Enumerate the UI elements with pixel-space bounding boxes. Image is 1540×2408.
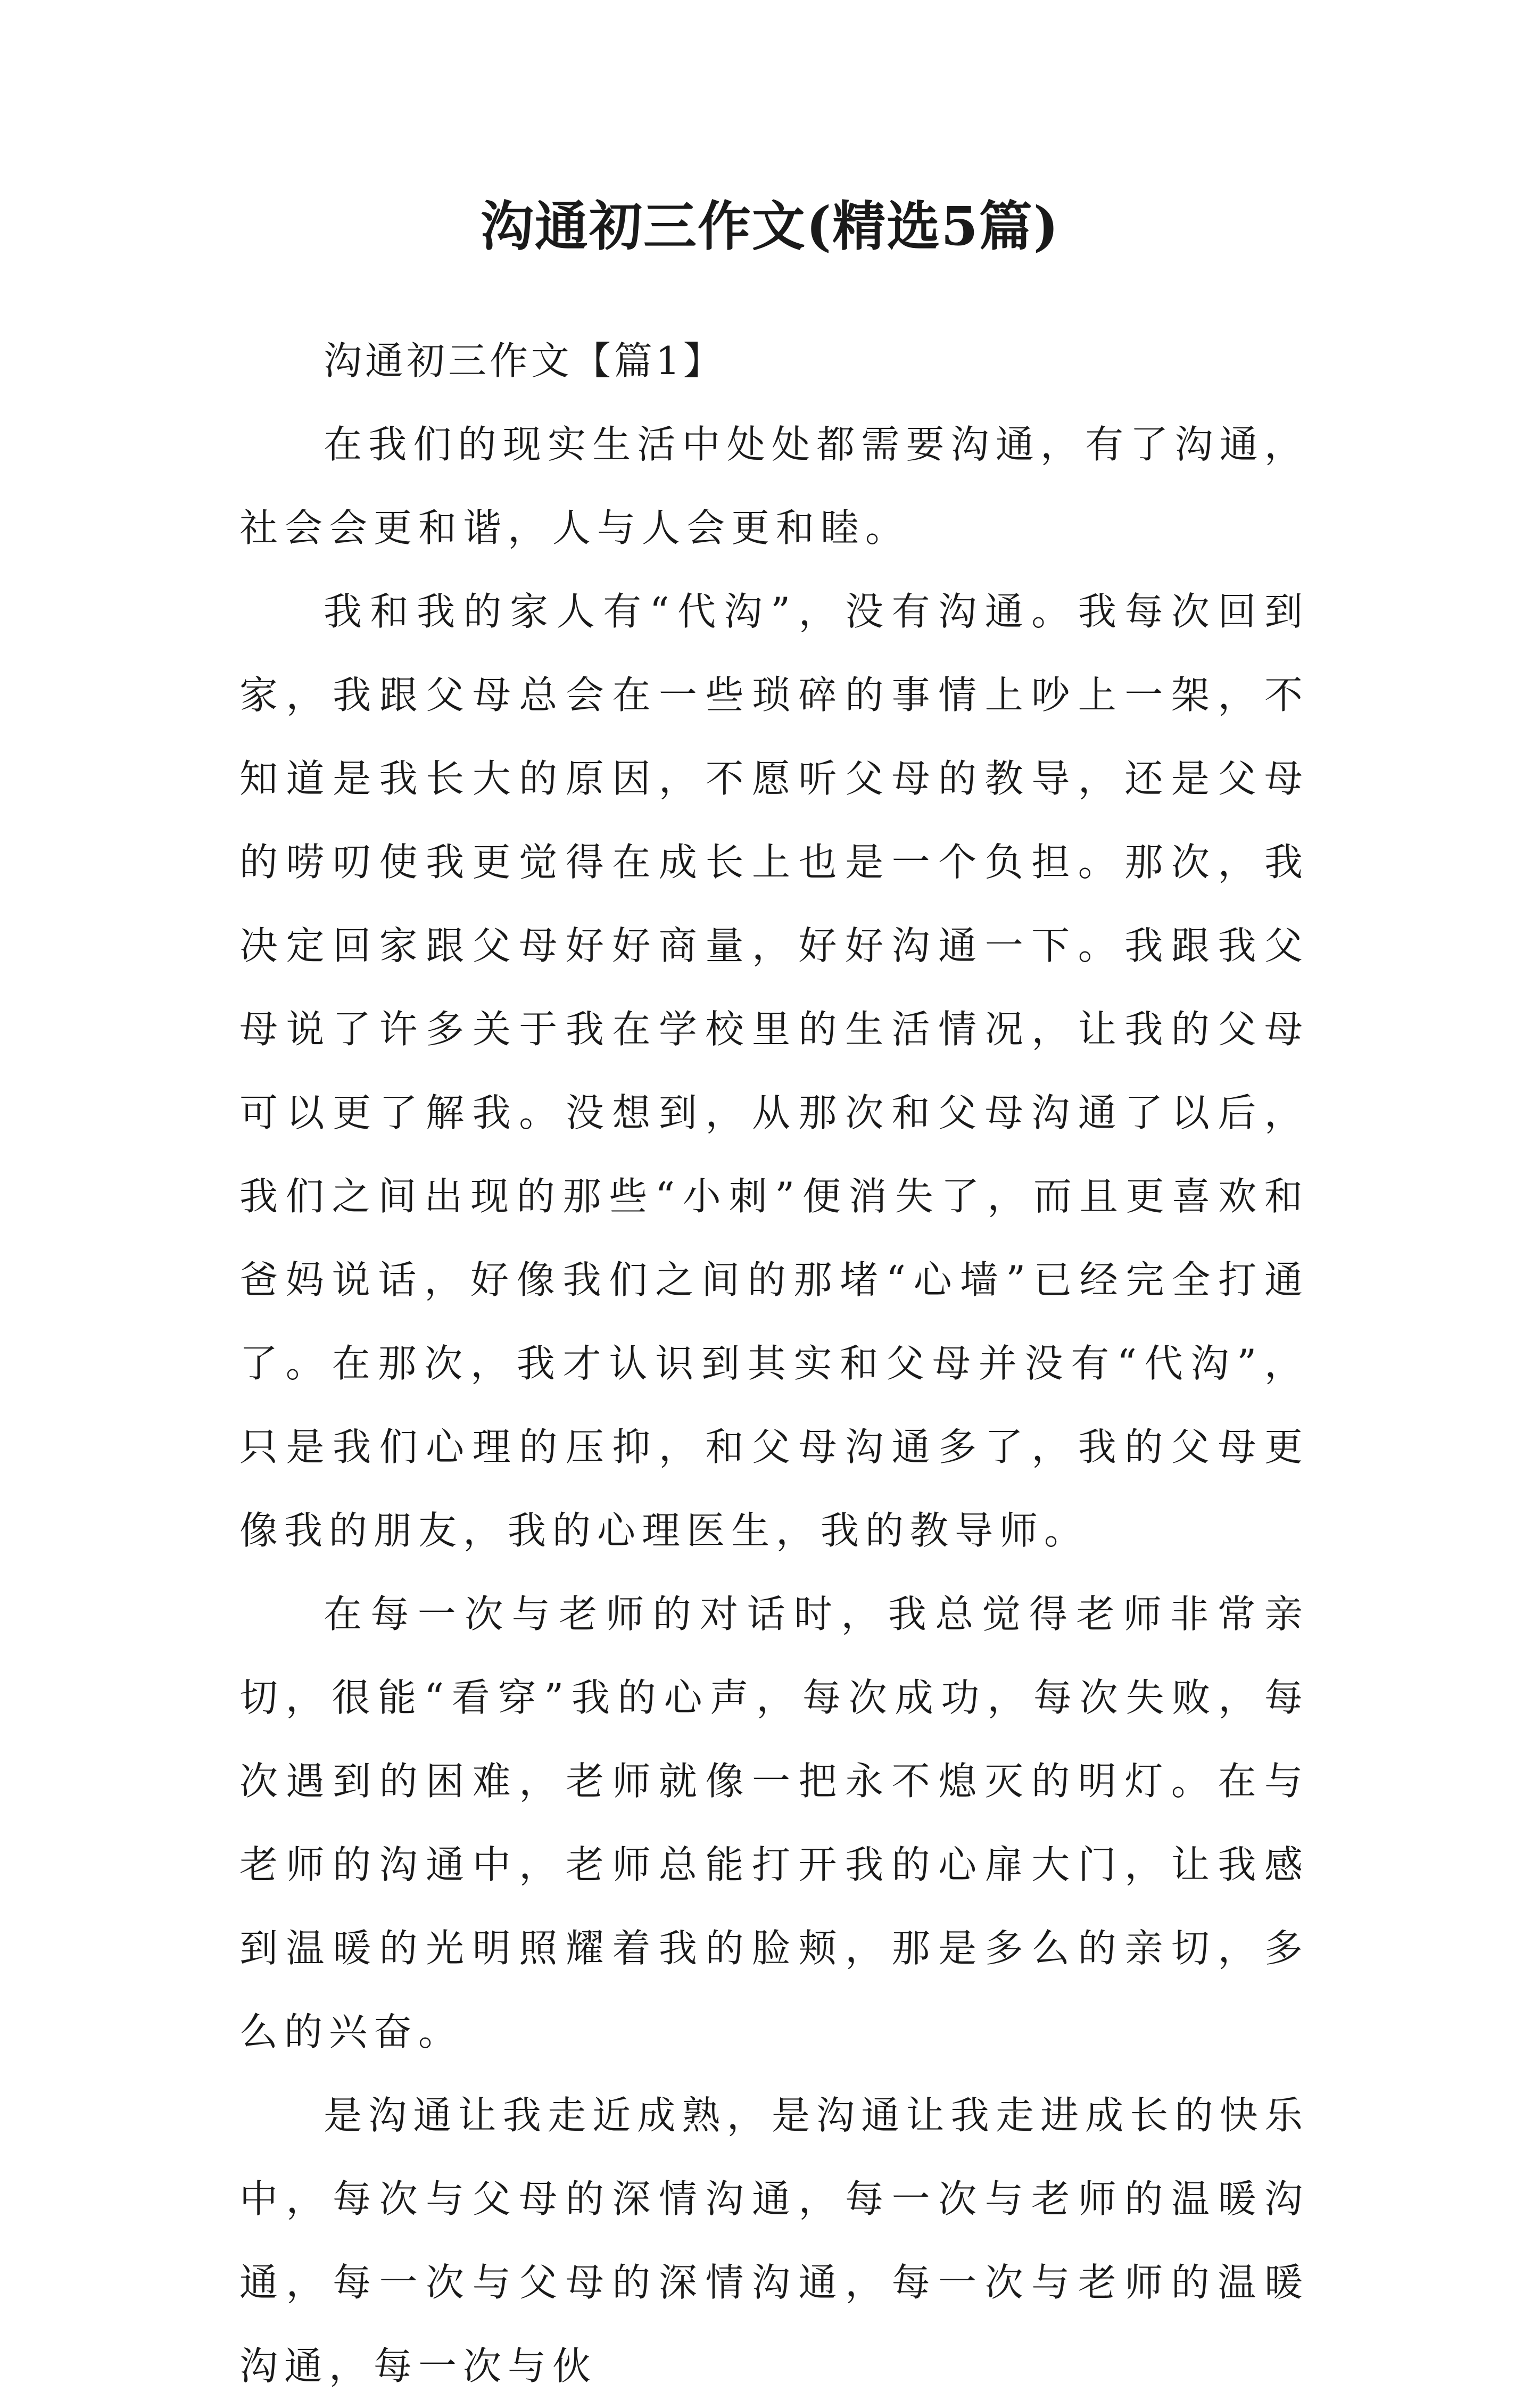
paragraph: 我和我的家人有“代沟”，没有沟通。我每次回到家，我跟父母总会在一些琐碎的事情上吵上一架，不知道是我长大的原因，不愿听父母的教导，还是父母的唠叨使我更觉得在成长上也是一个负担。那次，我决定回家跟父母好好商量，好好沟通一下。我跟我父母说了许多关于我在学校里的生活情况，让我的父母可以更了解我。没想到，从那次和父母沟通了以后，我们之间出现的那些“小刺”便消失了，而且更喜欢和爸妈说话，好像我们之间的那堵“心墙”已经完全打通了。在那次，我才认识到其实和父母并没有“代沟”，只是我们心理的压抑，和父母沟通多了，我的父母更像我的朋友，我的心理医生，我的教导师。: [239, 589, 1309, 1553]
document-body: [239, 319, 1309, 2408]
section-heading: 沟通初三作文【篇1】: [324, 338, 725, 383]
paragraph: 在每一次与老师的对话时，我总觉得老师非常亲切，很能“看穿”我的心声，每次成功，每次失败，每次遇到的困难，老师就像一把永不熄灭的明灯。在与老师的沟通中，老师总能打开我的心扉大门，让我感到温暖的光明照耀着我的脸颊，那是多么的亲切，多么的兴奋。: [239, 1592, 1309, 2054]
paragraph: 在我们的现实生活中处处都需要沟通，有了沟通，社会会更和谐，人与人会更和睦。: [239, 422, 1309, 550]
paragraph: 是沟通让我走近成熟，是沟通让我走进成长的快乐中，每次与父母的深情沟通，每一次与老师的温暖沟通，每一次与父母的深情沟通，每一次与老师的温暖沟通，每一次与伙: [239, 2093, 1309, 2388]
document-title: 沟通初三作文(精选5篇): [480, 195, 1060, 258]
